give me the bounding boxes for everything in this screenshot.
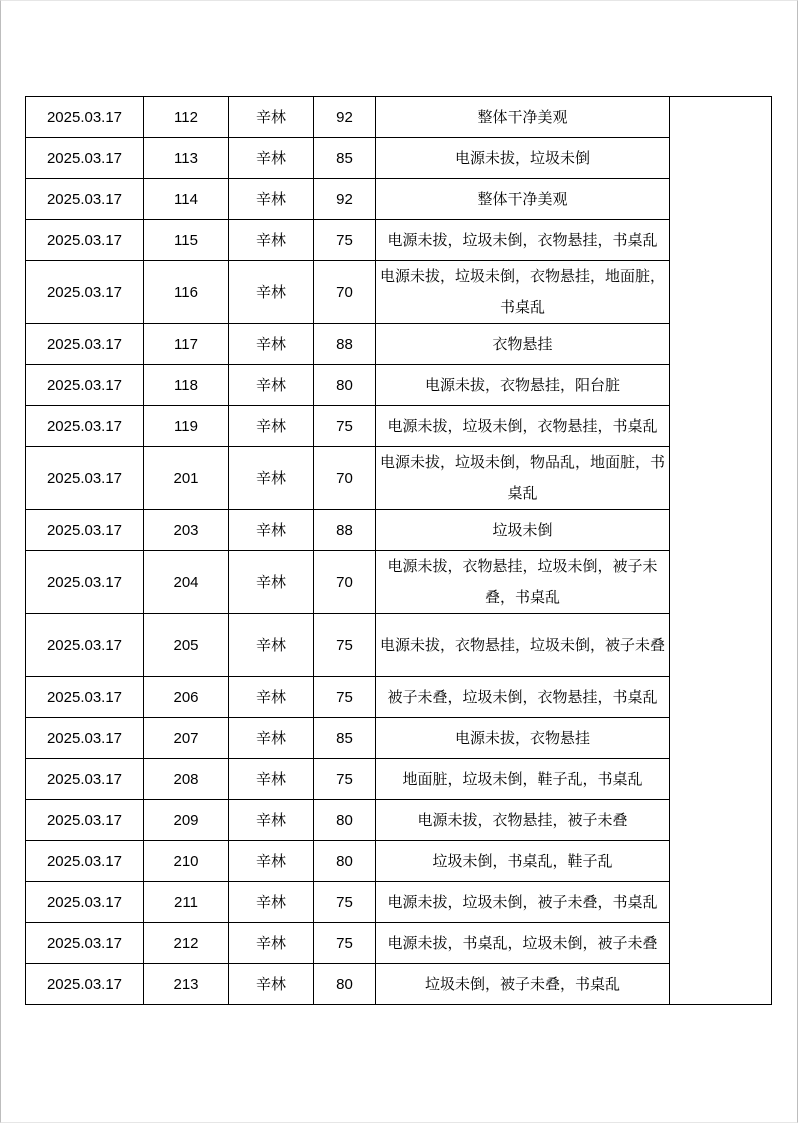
notes-cell: 整体干净美观 (376, 97, 670, 138)
score-cell: 80 (314, 365, 376, 406)
score-cell: 75 (314, 882, 376, 923)
room-cell: 112 (144, 97, 229, 138)
notes-cell: 电源未拔，垃圾未倒 (376, 138, 670, 179)
inspector-cell: 辛林 (229, 677, 314, 718)
notes-cell: 电源未拔，垃圾未倒，被子未叠，书桌乱 (376, 882, 670, 923)
notes-cell: 电源未拔，书桌乱，垃圾未倒，被子未叠 (376, 923, 670, 964)
table-row (26, 406, 772, 447)
date-cell: 2025.03.17 (26, 220, 144, 261)
room-cell: 117 (144, 324, 229, 365)
notes-cell: 电源未拔，衣物悬挂，被子未叠 (376, 800, 670, 841)
date-cell: 2025.03.17 (26, 923, 144, 964)
table-row (26, 97, 772, 138)
notes-cell: 垃圾未倒 (376, 510, 670, 551)
remarks-cell (670, 97, 772, 1005)
score-cell: 70 (314, 551, 376, 614)
room-cell: 204 (144, 551, 229, 614)
score-cell: 70 (314, 261, 376, 324)
notes-cell: 地面脏，垃圾未倒，鞋子乱，书桌乱 (376, 759, 670, 800)
score-cell: 85 (314, 718, 376, 759)
table-row (26, 841, 772, 882)
table-row (26, 718, 772, 759)
room-cell: 210 (144, 841, 229, 882)
notes-cell: 电源未拔，衣物悬挂，垃圾未倒，被子未叠 (376, 614, 670, 677)
notes-cell: 垃圾未倒，被子未叠，书桌乱 (376, 964, 670, 1005)
score-cell: 80 (314, 841, 376, 882)
inspector-cell: 辛林 (229, 447, 314, 510)
date-cell: 2025.03.17 (26, 800, 144, 841)
inspector-cell: 辛林 (229, 614, 314, 677)
room-cell: 208 (144, 759, 229, 800)
notes-cell: 衣物悬挂 (376, 324, 670, 365)
room-cell: 115 (144, 220, 229, 261)
table-row (26, 551, 772, 614)
score-cell: 75 (314, 923, 376, 964)
score-cell: 80 (314, 964, 376, 1005)
inspector-cell: 辛林 (229, 882, 314, 923)
score-cell: 88 (314, 510, 376, 551)
inspector-cell: 辛林 (229, 220, 314, 261)
notes-cell: 电源未拔，衣物悬挂 (376, 718, 670, 759)
table-row (26, 923, 772, 964)
inspector-cell: 辛林 (229, 261, 314, 324)
date-cell: 2025.03.17 (26, 718, 144, 759)
room-cell: 205 (144, 614, 229, 677)
score-cell: 75 (314, 677, 376, 718)
inspector-cell: 辛林 (229, 510, 314, 551)
room-cell: 114 (144, 179, 229, 220)
date-cell: 2025.03.17 (26, 324, 144, 365)
room-cell: 118 (144, 365, 229, 406)
inspector-cell: 辛林 (229, 138, 314, 179)
table-row (26, 365, 772, 406)
table-row (26, 447, 772, 510)
date-cell: 2025.03.17 (26, 759, 144, 800)
score-cell: 85 (314, 138, 376, 179)
room-cell: 213 (144, 964, 229, 1005)
notes-cell: 电源未拔，垃圾未倒，衣物悬挂，地面脏，书桌乱 (376, 261, 670, 324)
inspection-table (25, 96, 772, 1005)
table-row (26, 759, 772, 800)
inspector-cell: 辛林 (229, 923, 314, 964)
date-cell: 2025.03.17 (26, 261, 144, 324)
table-row (26, 800, 772, 841)
inspector-cell: 辛林 (229, 97, 314, 138)
inspector-cell: 辛林 (229, 718, 314, 759)
score-cell: 88 (314, 324, 376, 365)
inspector-cell: 辛林 (229, 841, 314, 882)
date-cell: 2025.03.17 (26, 551, 144, 614)
inspector-cell: 辛林 (229, 800, 314, 841)
table-row (26, 882, 772, 923)
date-cell: 2025.03.17 (26, 138, 144, 179)
room-cell: 116 (144, 261, 229, 324)
room-cell: 209 (144, 800, 229, 841)
notes-cell: 电源未拔，衣物悬挂，垃圾未倒，被子未叠，书桌乱 (376, 551, 670, 614)
room-cell: 211 (144, 882, 229, 923)
inspector-cell: 辛林 (229, 759, 314, 800)
score-cell: 80 (314, 800, 376, 841)
score-cell: 75 (314, 220, 376, 261)
room-cell: 201 (144, 447, 229, 510)
table-row (26, 324, 772, 365)
table-row (26, 964, 772, 1005)
notes-cell: 整体干净美观 (376, 179, 670, 220)
date-cell: 2025.03.17 (26, 964, 144, 1005)
inspector-cell: 辛林 (229, 365, 314, 406)
score-cell: 75 (314, 614, 376, 677)
notes-cell: 电源未拔，衣物悬挂，阳台脏 (376, 365, 670, 406)
date-cell: 2025.03.17 (26, 841, 144, 882)
score-cell: 75 (314, 759, 376, 800)
table-row (26, 510, 772, 551)
table-row (26, 220, 772, 261)
date-cell: 2025.03.17 (26, 510, 144, 551)
room-cell: 119 (144, 406, 229, 447)
inspector-cell: 辛林 (229, 964, 314, 1005)
score-cell: 92 (314, 179, 376, 220)
inspector-cell: 辛林 (229, 551, 314, 614)
score-cell: 75 (314, 406, 376, 447)
room-cell: 203 (144, 510, 229, 551)
inspector-cell: 辛林 (229, 406, 314, 447)
table-row (26, 261, 772, 324)
notes-cell: 电源未拔，垃圾未倒，衣物悬挂，书桌乱 (376, 406, 670, 447)
inspector-cell: 辛林 (229, 324, 314, 365)
date-cell: 2025.03.17 (26, 406, 144, 447)
date-cell: 2025.03.17 (26, 614, 144, 677)
notes-cell: 电源未拔，垃圾未倒，衣物悬挂，书桌乱 (376, 220, 670, 261)
table-row (26, 138, 772, 179)
notes-cell: 垃圾未倒，书桌乱，鞋子乱 (376, 841, 670, 882)
table-row (26, 179, 772, 220)
table-row (26, 614, 772, 677)
date-cell: 2025.03.17 (26, 677, 144, 718)
score-cell: 92 (314, 97, 376, 138)
room-cell: 212 (144, 923, 229, 964)
room-cell: 206 (144, 677, 229, 718)
notes-cell: 被子未叠，垃圾未倒，衣物悬挂，书桌乱 (376, 677, 670, 718)
inspector-cell: 辛林 (229, 179, 314, 220)
notes-cell: 电源未拔，垃圾未倒，物品乱，地面脏，书桌乱 (376, 447, 670, 510)
room-cell: 207 (144, 718, 229, 759)
score-cell: 70 (314, 447, 376, 510)
date-cell: 2025.03.17 (26, 447, 144, 510)
date-cell: 2025.03.17 (26, 882, 144, 923)
date-cell: 2025.03.17 (26, 365, 144, 406)
table-row (26, 677, 772, 718)
date-cell: 2025.03.17 (26, 179, 144, 220)
date-cell: 2025.03.17 (26, 97, 144, 138)
room-cell: 113 (144, 138, 229, 179)
